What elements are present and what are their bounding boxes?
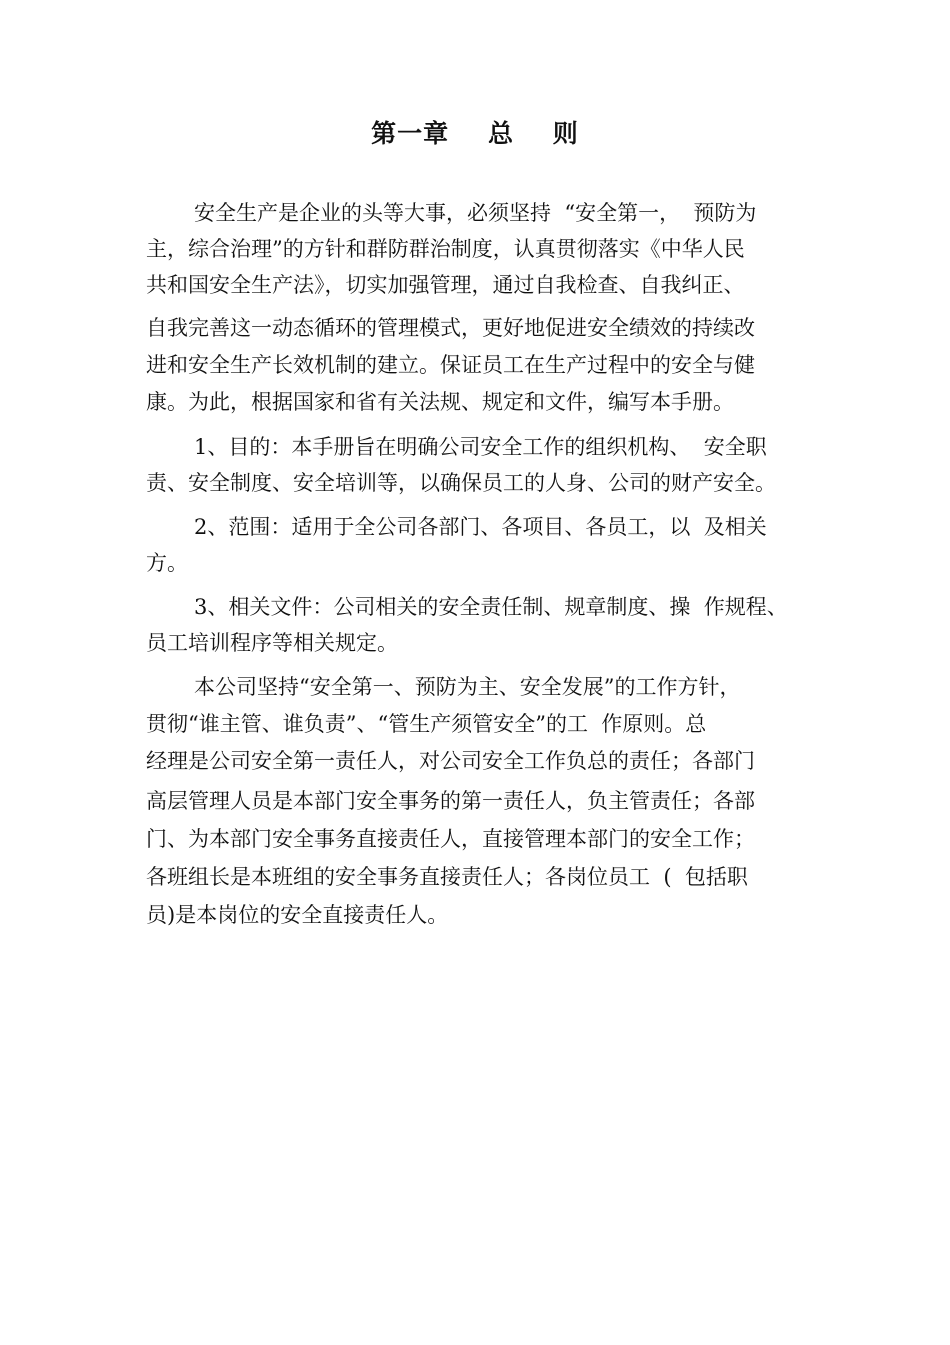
paragraph-line: 员)是本岗位的安全直接责任人。 bbox=[146, 903, 449, 927]
paragraph-line: 员工培训程序等相关规定。 bbox=[146, 631, 398, 655]
paragraph-line: 贯彻“谁主管、谁负责”、“管生产须管安全”的工 作原则。总 bbox=[146, 712, 707, 736]
paragraph-line: 1、目的：本手册旨在明确公司安全工作的组织机构、 安全职 bbox=[194, 435, 767, 459]
chapter-title: 第一章 总 则 bbox=[371, 119, 579, 148]
paragraph-line: 2、范围：适用于全公司各部门、各项目、各员工，以 及相关 bbox=[194, 515, 767, 539]
paragraph-line: 主，综合治理”的方针和群防群治制度，认真贯彻落实《中华人民 bbox=[146, 237, 745, 261]
paragraph-line: 康。为此，根据国家和省有关法规、规定和文件，编写本手册。 bbox=[146, 390, 734, 414]
paragraph-line: 共和国安全生产法》，切实加强管理，通过自我检查、自我纠正、 bbox=[146, 273, 745, 297]
paragraph-line: 经理是公司安全第一责任人，对公司安全工作负总的责任；各部门 bbox=[146, 749, 755, 773]
paragraph-line: 自我完善这一动态循环的管理模式，更好地促进安全绩效的持续改 bbox=[146, 316, 755, 340]
paragraph-line: 进和安全生产长效机制的建立。保证员工在生产过程中的安全与健 bbox=[146, 353, 755, 377]
paragraph-line: 3、相关文件：公司相关的安全责任制、规章制度、操 作规程、 bbox=[194, 595, 788, 619]
paragraph-line: 责、安全制度、安全培训等，以确保员工的人身、公司的财产安全。 bbox=[146, 471, 776, 495]
paragraph-line: 各班组长是本班组的安全事务直接责任人；各岗位员工 ( 包括职 bbox=[146, 865, 748, 889]
paragraph-line: 本公司坚持“安全第一、预防为主、安全发展”的工作方针， bbox=[194, 675, 741, 699]
paragraph-line: 安全生产是企业的头等大事，必须坚持 “安全第一， 预防为 bbox=[194, 201, 757, 225]
paragraph-line: 方。 bbox=[146, 551, 188, 575]
paragraph-line: 高层管理人员是本部门安全事务的第一责任人，负主管责任；各部 bbox=[146, 789, 755, 813]
paragraph-line: 门、为本部门安全事务直接责任人，直接管理本部门的安全工作； bbox=[146, 827, 755, 851]
